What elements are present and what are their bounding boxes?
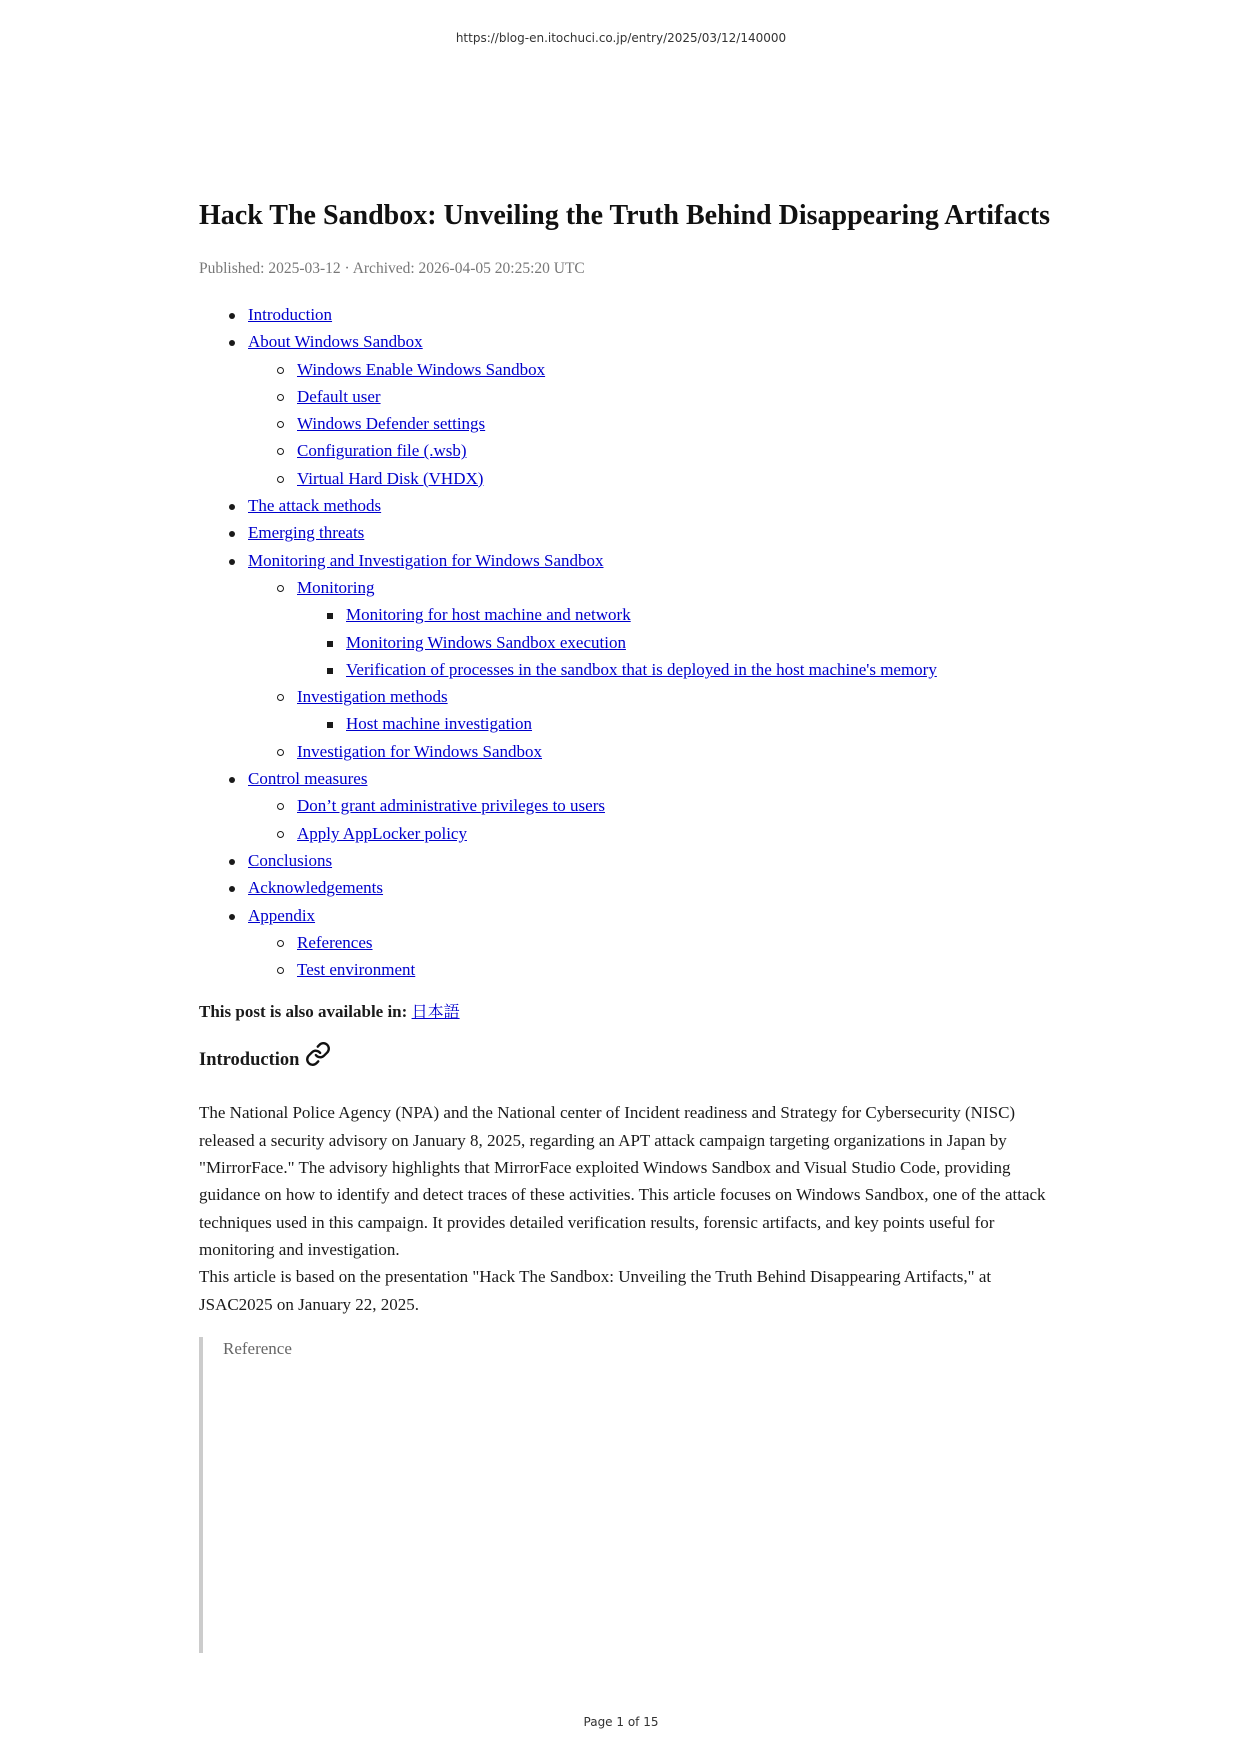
- toc-subsubitem: [297, 710, 1059, 737]
- introduction-heading-text: Introduction: [199, 1050, 300, 1071]
- toc-link-references[interactable]: References: [297, 932, 373, 952]
- reference-blockquote: [199, 1337, 1059, 1653]
- anchor-link-icon[interactable]: [305, 1041, 331, 1067]
- introduction-paragraph-2: This article is based on the presentation "Hack The Sandbox: Unveiling the Truth Behind Disappearing Artifacts," at JSAC2025 on January 22, 2025.: [199, 1267, 992, 1314]
- toc-link-emerging-threats[interactable]: Emerging threats: [248, 523, 365, 543]
- toc-link-acknowledgements[interactable]: Acknowledgements: [248, 878, 384, 898]
- toc-link-vhdx[interactable]: Virtual Hard Disk (VHDX): [297, 468, 484, 488]
- toc-subitem: [248, 465, 1059, 492]
- toc-item: [199, 874, 1059, 901]
- toc-link-enable-sandbox[interactable]: Windows Enable Windows Sandbox: [297, 359, 546, 379]
- toc-link-monitoring-sandbox-execution[interactable]: Monitoring Windows Sandbox execution: [346, 632, 626, 652]
- article-content: [199, 196, 1059, 1653]
- toc-link-applocker[interactable]: Apply AppLocker policy: [297, 823, 467, 843]
- toc-link-default-user[interactable]: Default user: [297, 386, 381, 406]
- toc-link-introduction[interactable]: Introduction: [248, 305, 333, 324]
- introduction-heading: [199, 1046, 1059, 1074]
- toc-subitem: [248, 437, 1059, 464]
- toc-item: [199, 765, 1059, 847]
- toc-item: [199, 328, 1059, 492]
- toc-subitem: [248, 929, 1059, 956]
- toc-link-conclusions[interactable]: Conclusions: [248, 850, 333, 870]
- toc-link-defender-settings[interactable]: Windows Defender settings: [297, 414, 486, 434]
- toc-link-appendix[interactable]: Appendix: [248, 905, 316, 925]
- toc-link-about-windows-sandbox[interactable]: About Windows Sandbox: [248, 332, 423, 352]
- toc-item: [199, 902, 1059, 984]
- toc-subsublist: [297, 710, 1059, 737]
- toc-link-verification-processes[interactable]: Verification of processes in the sandbox that is deployed in the host machine's memory: [346, 659, 937, 679]
- toc-link-admin-privileges[interactable]: Don’t grant administrative privileges to users: [297, 796, 605, 816]
- toc-item: [199, 519, 1059, 546]
- toc-item: [199, 492, 1059, 519]
- toc-link-monitoring[interactable]: Monitoring: [297, 577, 375, 597]
- introduction-paragraph-1: The National Police Agency (NPA) and the National center of Incident readiness and Strategy for Cybersecurity (NISC) released a security advisory on January 8, 2025, regarding an APT attack campaign targeting organizations in Japan by "MirrorFace." The advisory highlights that MirrorFace exploited Windows Sandbox and Visual Studio Code, providing guidance on how to identify and detect traces of these activities. This article focuses on Windows Sandbox, one of the attack techniques used in this campaign. It provides detailed verification results, forensic artifacts, and key points useful for monitoring and investigation.: [199, 1103, 1046, 1259]
- toc-link-control-measures[interactable]: Control measures: [248, 769, 368, 789]
- toc-subitem: [248, 683, 1059, 738]
- toc-subsubitem: [297, 656, 1059, 683]
- toc-subitem: [248, 738, 1059, 765]
- toc-link-test-environment[interactable]: Test environment: [297, 960, 416, 980]
- also-available-label: This post is also available in:: [199, 1002, 408, 1022]
- toc-sublist: [248, 356, 1059, 492]
- toc-subitem: [248, 574, 1059, 683]
- toc-sublist: [248, 929, 1059, 984]
- article-meta: Published: 2025-03-12 · Archived: 2026-04-05 20:25:20 UTC: [199, 260, 585, 277]
- also-available: [199, 1000, 1059, 1024]
- toc-subitem: [248, 356, 1059, 383]
- article-title: Hack The Sandbox: Unveiling the Truth Behind Disappearing Artifacts: [199, 200, 1051, 231]
- toc-subsubitem: [297, 601, 1059, 628]
- reference-label: Reference: [223, 1338, 292, 1358]
- toc-sublist: [248, 574, 1059, 765]
- toc-link-monitoring-host-network[interactable]: Monitoring for host machine and network: [346, 605, 631, 625]
- toc-item: [199, 847, 1059, 874]
- toc-subitem: [248, 820, 1059, 847]
- toc-link-attack-methods[interactable]: The attack methods: [248, 496, 382, 516]
- toc-subitem: [248, 383, 1059, 410]
- toc-link-monitoring-investigation[interactable]: Monitoring and Investigation for Windows Sandbox: [248, 550, 604, 570]
- toc-subitem: [248, 410, 1059, 437]
- toc-subitem: [248, 956, 1059, 983]
- toc-sublist: [248, 792, 1059, 847]
- page-url: https://blog-en.itochuci.co.jp/entry/2025/03/12/140000: [455, 31, 787, 45]
- table-of-contents: [199, 301, 1059, 983]
- toc-item: [199, 301, 1059, 328]
- toc-subsubitem: [297, 629, 1059, 656]
- toc-link-investigation-methods[interactable]: Investigation methods: [297, 687, 448, 707]
- toc-link-configuration-file[interactable]: Configuration file (.wsb): [297, 441, 467, 461]
- page-number: Page 1 of 15: [583, 1715, 659, 1729]
- toc-subsublist: [297, 601, 1059, 683]
- toc-link-host-machine-investigation[interactable]: Host machine investigation: [346, 714, 533, 734]
- toc-subitem: [248, 792, 1059, 819]
- toc-item: [199, 547, 1059, 765]
- toc-link-investigation-sandbox[interactable]: Investigation for Windows Sandbox: [297, 741, 543, 761]
- language-link-japanese[interactable]: 日本語: [411, 1002, 460, 1022]
